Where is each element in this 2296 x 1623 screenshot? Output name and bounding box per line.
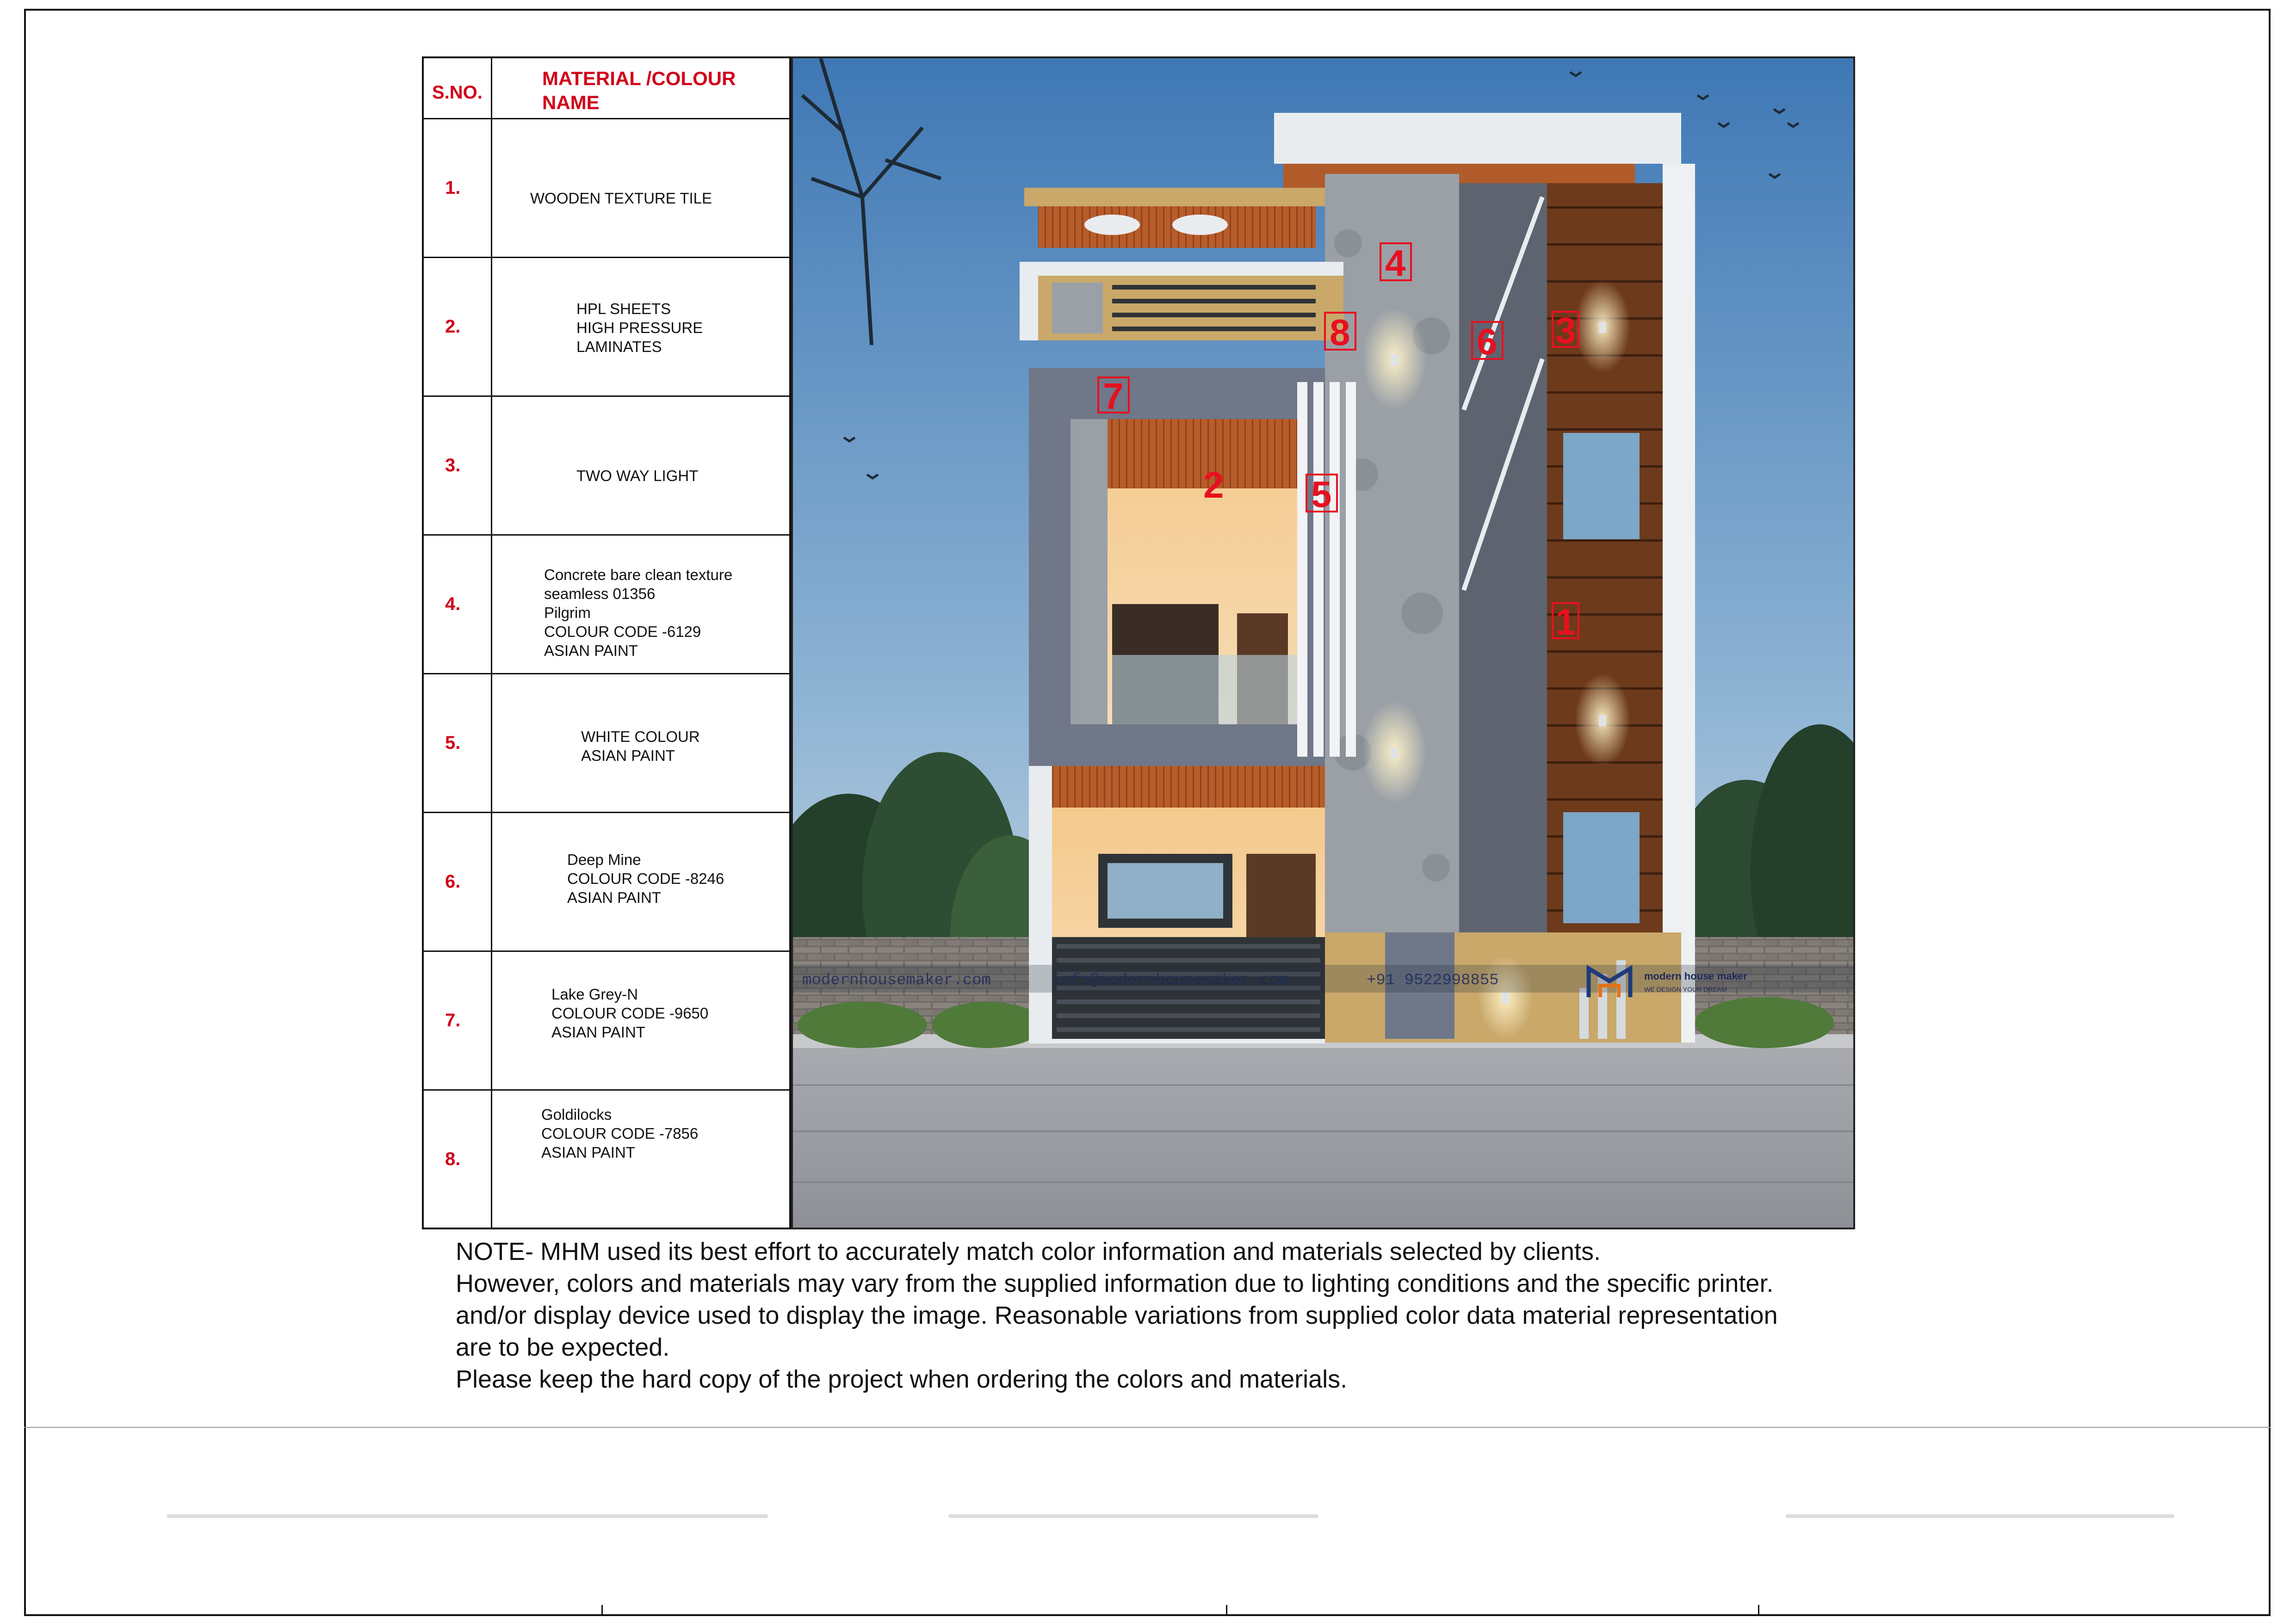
watermark-email: info@modernhousemaker.com xyxy=(1052,972,1288,989)
window-lower xyxy=(1563,812,1640,923)
marker-2: 2 xyxy=(1203,464,1224,506)
watermark-phone: +91 9522998855 xyxy=(1367,972,1499,989)
row-divider xyxy=(424,812,789,813)
glass-railing xyxy=(1112,655,1297,724)
ground-floor-glass xyxy=(1108,863,1223,919)
elevation-render xyxy=(791,56,1855,1229)
note-line: Please keep the hard copy of the project when ordering the colors and materials. xyxy=(456,1365,1348,1393)
row-divider xyxy=(424,118,789,119)
row-material: Lake Grey-N COLOUR CODE -9650 ASIAN PAINT xyxy=(551,986,709,1041)
row-number: 5. xyxy=(445,733,461,753)
note-line: are to be expected. xyxy=(456,1333,670,1361)
faint-scan-mark xyxy=(948,1514,1318,1518)
marker-8: 8 xyxy=(1330,312,1350,353)
row-material: WHITE COLOUR ASIAN PAINT xyxy=(581,728,700,764)
row-material: Concrete bare clean texture seamless 01356 Pilgrim COLOUR CODE -6129 ASIAN PAINT xyxy=(544,566,733,659)
row-material: TWO WAY LIGHT xyxy=(576,467,699,484)
ground-floor-ceiling xyxy=(1052,766,1325,808)
row-number: 6. xyxy=(445,871,461,892)
row-number: 7. xyxy=(445,1010,461,1031)
row-material: WOODEN TEXTURE TILE xyxy=(530,190,712,207)
watermark-site: modernhousemaker.com xyxy=(802,972,991,989)
row-divider xyxy=(424,950,789,952)
logo-text: modern house maker xyxy=(1644,970,1747,982)
row-number: 1. xyxy=(445,178,461,198)
row-divider xyxy=(424,534,789,536)
pergola-top xyxy=(1024,188,1325,206)
logo-tagline: WE DESIGN YOUR DREAM xyxy=(1644,986,1727,993)
row-material: Goldilocks COLOUR CODE -7856 ASIAN PAINT xyxy=(541,1106,699,1161)
road xyxy=(793,1043,1853,1228)
table-column-divider xyxy=(491,58,492,1228)
marker-7: 7 xyxy=(1103,376,1124,417)
watermark-bar xyxy=(793,965,1853,997)
note-line: and/or display device used to display the image. Reasonable variations from supplied color data material representation xyxy=(456,1302,1778,1329)
roof-slab xyxy=(1274,113,1681,164)
deep-mine-panel xyxy=(1459,183,1547,932)
right-white-frame xyxy=(1663,164,1695,1043)
terrace-concrete-block xyxy=(1052,283,1103,333)
marker-3: 3 xyxy=(1555,310,1576,351)
header-sno: S.NO. xyxy=(432,82,483,103)
row-number: 3. xyxy=(445,455,461,475)
material-table xyxy=(422,56,791,1229)
marker-1: 1 xyxy=(1555,601,1576,642)
header-material: MATERIAL /COLOUR NAME xyxy=(542,68,736,113)
row-number: 4. xyxy=(445,594,461,614)
ground-floor-door xyxy=(1246,854,1316,942)
row-divider xyxy=(424,673,789,674)
first-floor-ceiling-hpl xyxy=(1108,419,1297,488)
window-upper xyxy=(1563,433,1640,539)
row-number: 8. xyxy=(445,1149,461,1169)
first-floor-concrete-jamb xyxy=(1071,419,1108,724)
marker-5: 5 xyxy=(1311,474,1332,515)
marker-6: 6 xyxy=(1477,321,1498,362)
sheet-tick xyxy=(1758,1605,1759,1615)
house-elevation-image xyxy=(793,58,1853,1228)
faint-scan-mark xyxy=(1786,1514,2174,1518)
pergola-cutout xyxy=(1172,215,1228,235)
marker-4: 4 xyxy=(1385,242,1406,284)
pergola-cutout xyxy=(1084,215,1140,235)
sheet-divider xyxy=(24,1427,2271,1428)
sheet-tick xyxy=(601,1605,603,1615)
sheet-tick xyxy=(1226,1605,1227,1615)
row-divider xyxy=(424,257,789,258)
concrete-panel xyxy=(1325,174,1459,932)
note-line: However, colors and materials may vary from the supplied information due to lighting conditions and the specific printer. xyxy=(456,1270,1774,1297)
row-number: 2. xyxy=(445,316,461,337)
disclaimer-note xyxy=(456,1236,1890,1395)
faint-scan-mark xyxy=(167,1514,768,1518)
row-divider xyxy=(424,1089,789,1091)
row-divider xyxy=(424,395,789,397)
row-material: HPL SHEETS HIGH PRESSURE LAMINATES xyxy=(576,300,703,355)
note-line: NOTE- MHM used its best effort to accurately match color information and materials selected by clients. xyxy=(456,1238,1601,1265)
row-material: Deep Mine COLOUR CODE -8246 ASIAN PAINT xyxy=(567,851,724,906)
